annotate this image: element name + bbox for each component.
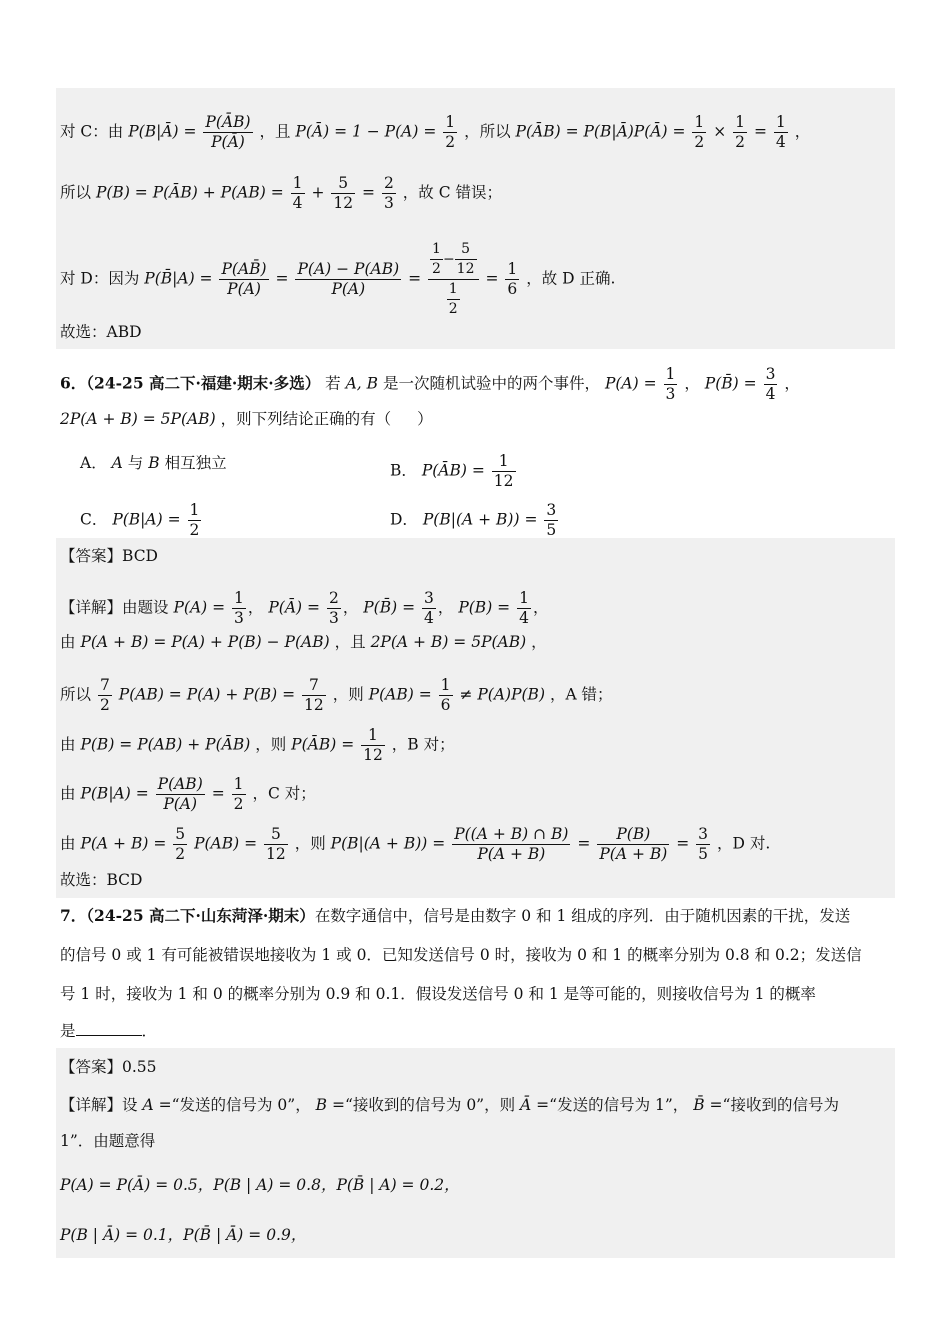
q6-option-b[interactable]: B． P(ĀB) = $\frac{1}{12}$: [390, 452, 514, 490]
q6-detail-6: 由 P(A + B) = $\frac{5}{2}$ P(AB) = $\frac{5}{12}$ ，则 P(B|(A + B)) = $\frac{P((A + B) \cap B)}{P(A + B)}$ = $\frac{P(B)}{P(A + B)}$ = $\frac{3}{5}$ ，D 对.: [60, 825, 771, 863]
q6-option-d[interactable]: D． P(B|(A + B)) = $\frac{3}{5}$: [390, 501, 557, 539]
q7-detail-1: 【详解】设 A =“发送的信号为 0”， B =“接收到的信号为 0”，则 Ā =“发送的信号为 1”， B̄ =“接收到的信号为: [60, 1096, 839, 1114]
q6-detail-5: 由 P(B|A) = $\frac{P(AB)}{P(A)}$ = $\frac{1}{2}$ ，C 对；: [60, 775, 316, 813]
q7-detail-4: P(B | Ā) = 0.1，P(B̄ | Ā) = 0.9，: [60, 1226, 307, 1244]
q6-answer: 【答案】BCD: [60, 547, 158, 565]
answer-blank[interactable]: [76, 1019, 142, 1036]
q7-detail-2: 1”．由题意得: [60, 1132, 156, 1150]
q6-detail-3: 所以 $\frac{7}{2}$ P(AB) = P(A) + P(B) = $\frac{7}{12}$ ，则 P(AB) = $\frac{1}{6}$ ≠ P(A)P(B) ，A 错；: [60, 676, 613, 714]
q6-choice: 故选：BCD: [60, 871, 143, 889]
sol5-line-d: 对 D：因为 P(B̄|A) = $\frac{P(AB̄)}{P(A)}$ = $\frac{P(A) - P(AB)}{P(A)}$ = $\frac{1}{2}$ − $\frac{5}{12}$ $\frac{1}{2}$ = $\frac{1}{6}$ ，故 D 正确.: [60, 241, 616, 317]
sol5-choice: 故选：ABD: [60, 323, 142, 341]
q7-stem-line2: 的信号 0 或 1 有可能被错误地接收为 1 或 0．已知发送信号 0 时，接收为 0 和 1 的概率分别为 0.8 和 0.2；发送信: [60, 946, 862, 964]
q6-detail-2: 由 P(A + B) = P(A) + P(B) − P(AB) ，且 2P(A + B) = 5P(AB) ，: [60, 633, 547, 651]
q7-stem-line4: 是 ．: [60, 1019, 157, 1041]
q7-stem-line3: 号 1 时，接收为 1 和 0 的概率分别为 0.9 和 0.1．假设发送信号 0 和 1 是等可能的，则接收信号为 1 的概率: [60, 985, 816, 1003]
q7-stem-line1: 7．（24-25 高二下·山东菏泽·期末）在数字通信中，信号是由数字 0 和 1 组成的序列．由于随机因素的干扰，发送: [60, 906, 851, 925]
sol5-line-c2: 所以 P(B) = P(ĀB) + P(AB) = $\frac{1}{4}$ + $\frac{5}{12}$ = $\frac{2}{3}$ ，故 C 错误；: [60, 174, 503, 212]
q7-answer: 【答案】0.55: [60, 1058, 157, 1076]
q6-stem-line2: 2P(A + B) = 5P(AB) ，则下列结论正确的有（ ）: [60, 410, 433, 428]
q6-detail-4: 由 P(B) = P(AB) + P(ĀB) ，则 P(ĀB) = $\frac{1}{12}$ ，B 对；: [60, 726, 455, 764]
q6-detail-1: 【详解】由题设 P(A) = $\frac{1}{3}$ ， P(Ā) = $\frac{2}{3}$ ， P(B̄) = $\frac{3}{4}$ ， P(B) = $\frac{1}{4}$ ，: [60, 589, 549, 627]
sol5-line-c: 对 C：由 P(B|Ā) = $\frac{P(ĀB)}{P(Ā)}$ ，且 P(Ā) = 1 − P(A) = $\frac{1}{2}$ ，所以 P(ĀB) = P(B|Ā)P(Ā) = $\frac{1}{2}$ × $\frac{1}{2}$ = $\frac{1}{4}$ ，: [60, 113, 811, 151]
q7-detail-3: P(A) = P(Ā) = 0.5，P(B | A) = 0.8，P(B̄ | A) = 0.2，: [60, 1176, 460, 1194]
q6-option-a[interactable]: A． A 与 B 相互独立: [80, 454, 227, 472]
q6-stem-line1: 6．（24-25 高二下·福建·期末·多选） 若 A, B 是一次随机试验中的两个事件， P(A) = $\frac{1}{3}$ ， P(B̄) = $\frac{3}{4}$ ，: [60, 365, 800, 403]
q6-option-c[interactable]: C． P(B|A) = $\frac{1}{2}$: [80, 501, 200, 539]
